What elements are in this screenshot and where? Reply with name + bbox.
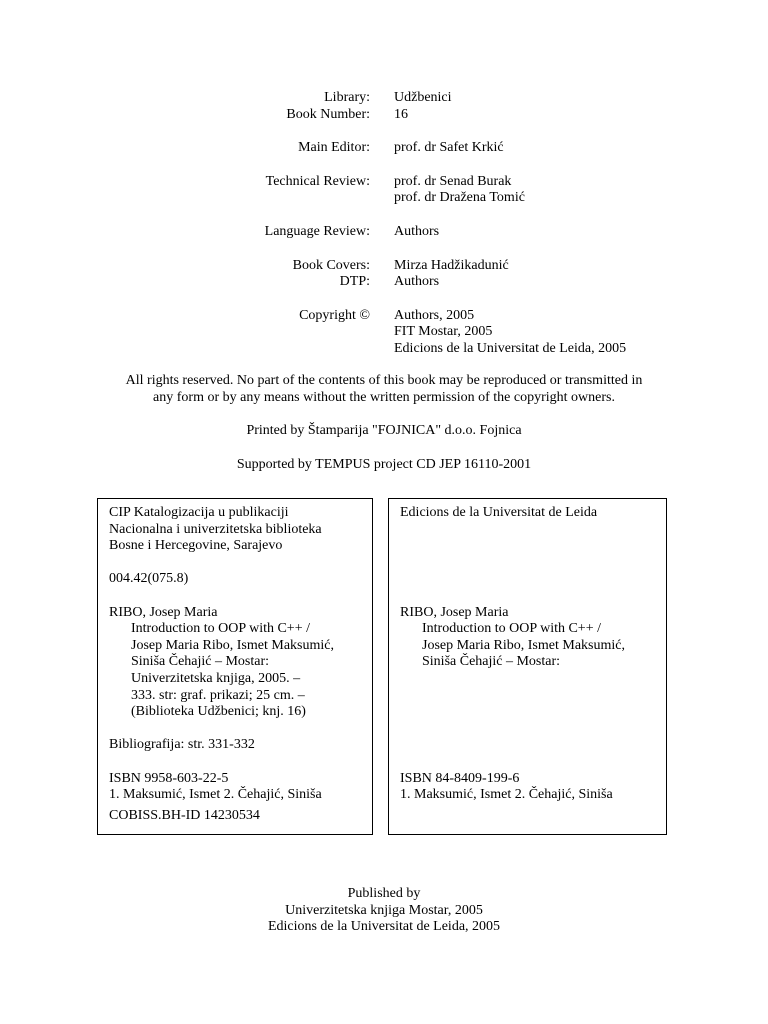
credit-value: Authors <box>394 274 440 290</box>
credit-value: Mirza Hadžikadunić <box>394 257 509 273</box>
cip-header-line: Bosne i Hercegovine, Sarajevo <box>109 538 283 554</box>
cip-record-left <box>97 498 373 835</box>
cip-udc: 004.42(075.8) <box>109 571 189 587</box>
cip-entry-line: Introduction to OOP with C++ / <box>422 621 601 637</box>
credit-label: DTP: <box>339 274 370 290</box>
publisher-line: Edicions de la Universitat de Leida, 2005 <box>267 919 501 935</box>
credit-value: prof. dr Senad Burak <box>394 173 512 189</box>
credit-row-book-number <box>0 107 768 124</box>
publisher-line: Univerzitetska knjiga Mostar, 2005 <box>285 902 483 918</box>
cip-header-line: Edicions de la Universitat de Leida <box>400 505 598 520</box>
credit-label: Language Review: <box>264 223 370 239</box>
credits-block <box>0 90 768 358</box>
credit-label: Book Covers: <box>292 257 370 273</box>
credit-row-library <box>0 90 768 107</box>
cip-entry-line: (Biblioteka Udžbenici; knj. 16) <box>131 704 306 720</box>
cip-entry-line: Josep Maria Ribo, Ismet Maksumić, <box>422 637 625 653</box>
cip-author: RIBO, Josep Maria <box>109 604 218 620</box>
cip-subjects: 1. Maksumić, Ismet 2. Čehajić, Siniša <box>400 787 613 803</box>
credit-value: prof. dr Dražena Tomić <box>394 190 525 206</box>
credit-row-main-editor <box>0 140 768 157</box>
cip-cobiss: COBISS.BH-ID 14230534 <box>109 807 260 823</box>
credit-value: prof. dr Safet Krkić <box>394 140 504 156</box>
cip-subjects: 1. Maksumić, Ismet 2. Čehajić, Siniša <box>109 787 322 803</box>
cip-entry-line: Josep Maria Ribo, Ismet Maksumić, <box>131 637 334 653</box>
cip-entry-line: Siniša Čehajić – Mostar: <box>422 654 561 670</box>
cip-isbn: ISBN 84-8409-199-6 <box>400 770 520 786</box>
credit-value: FIT Mostar, 2005 <box>394 324 493 340</box>
credit-label: Main Editor: <box>298 140 370 156</box>
credit-row-language-review <box>0 224 768 241</box>
sponsor-line: Supported by TEMPUS project CD JEP 16110-2001 <box>236 457 532 472</box>
publisher-line: Published by <box>347 886 421 901</box>
credit-label: Copyright © <box>299 307 370 323</box>
credit-value: Udžbenici <box>394 90 452 105</box>
cip-record-right <box>388 498 667 835</box>
credit-label: Technical Review: <box>265 173 370 189</box>
rights-line: any form or by any means without the written permission of the copyright owners. <box>153 389 615 405</box>
cip-header-line: CIP Katalogizacija u publikaciji <box>109 505 289 520</box>
cip-entry-line: Introduction to OOP with C++ / <box>131 621 310 637</box>
credit-value: Authors, 2005 <box>394 307 475 323</box>
publisher-block <box>0 886 768 936</box>
cip-header-line: Nacionalna i univerzitetska biblioteka <box>109 521 322 537</box>
cip-isbn: ISBN 9958-603-22-5 <box>109 770 229 786</box>
credit-value: Edicions de la Universitat de Leida, 2005 <box>394 340 627 356</box>
credit-label: Book Number: <box>286 106 370 122</box>
credit-row-copyright <box>0 308 768 358</box>
credit-row-dtp <box>0 274 768 291</box>
credit-value: 16 <box>394 106 408 122</box>
cip-entry-line: 333. str: graf. prikazi; 25 cm. – <box>131 687 305 703</box>
rights-line: All rights reserved. No part of the contents of this book may be reproduced or transmitted in <box>125 373 643 388</box>
cip-author: RIBO, Josep Maria <box>400 604 509 620</box>
credit-row-book-covers <box>0 258 768 275</box>
credit-label: Library: <box>324 90 370 105</box>
cip-bibliography: Bibliografija: str. 331-332 <box>109 737 255 753</box>
cip-entry-line: Univerzitetska knjiga, 2005. – <box>131 670 301 686</box>
credit-value: Authors <box>394 223 440 239</box>
printer-line: Printed by Štamparija "FOJNICA" d.o.o. Fojnica <box>246 423 522 438</box>
rights-notice <box>0 373 768 406</box>
credit-row-technical-review <box>0 174 768 207</box>
cip-entry-line: Siniša Čehajić – Mostar: <box>131 654 270 670</box>
